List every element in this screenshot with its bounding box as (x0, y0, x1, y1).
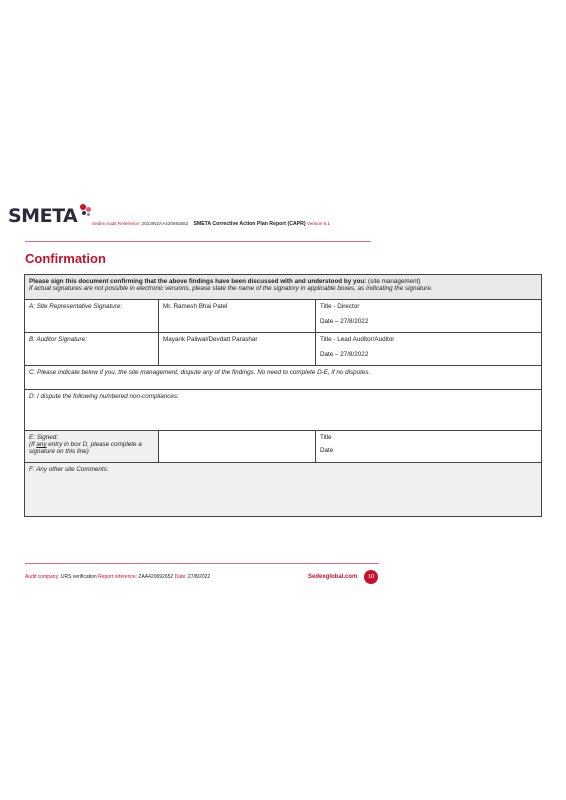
audit-ref-value: 2023INZAA420692652 (141, 221, 189, 226)
signed-value (159, 431, 316, 463)
other-comments: F: Any other site Comments: (25, 463, 542, 517)
footer-divider (25, 563, 379, 564)
audit-company-label: Audit company: (25, 574, 60, 580)
page-number-badge: 10 (364, 570, 378, 584)
row-e (25, 431, 542, 463)
auditor-title: Title - Lead Auditor/Auditor (320, 336, 395, 343)
report-title: SMETA Corrective Action Plan Report (CAPR) (193, 221, 306, 227)
site-rep-name: Mr. Ramesh Bhai Patel (159, 300, 316, 333)
signed-note-post: entry in box D, please complete a signature on this line) (29, 441, 142, 455)
page-header (92, 221, 330, 227)
signed-note-pre: (If (29, 441, 37, 448)
auditor-title-date (316, 333, 542, 366)
page-footer (25, 574, 210, 580)
page-title: Confirmation (25, 251, 106, 266)
signed-date: Date (320, 447, 334, 454)
site-rep-title-date (316, 300, 542, 333)
signed-label (25, 431, 159, 463)
audit-ref-label: Sedex Audit Reference: (92, 221, 141, 226)
auditor-date: Date – 27/8/2022 (320, 351, 369, 358)
logo-dots-icon (78, 204, 92, 220)
footer-date-label: Date: (174, 574, 187, 580)
header-divider (25, 241, 371, 242)
row-a (25, 300, 542, 333)
site-rep-title: Title - Director (320, 303, 360, 310)
intro-site-management: (site management) (366, 278, 421, 285)
row-b (25, 333, 542, 366)
signed-note-underlined: any (36, 441, 47, 448)
signed-label-text: E: Signed: (29, 434, 59, 441)
dispute-instruction: C: Please indicate below if you, the site management, dispute any of the findings. No need to complete D-E, if no disputes. (25, 366, 542, 390)
report-ref-label: Report reference: (98, 574, 138, 580)
site-rep-date: Date – 27/8/2022 (320, 318, 369, 325)
smeta-logo (8, 205, 92, 227)
intro-bold-text: Please sign this document confirming that the above findings have been discussed with and understood by you: (29, 278, 367, 285)
intro-row (25, 275, 542, 300)
audit-company-value: URS verification (60, 574, 97, 580)
dispute-noncompliances: D: I dispute the following numbered non-compliances: (25, 390, 542, 431)
footer-date-value: 27/8/2022 (187, 574, 211, 580)
site-rep-label: A: Site Representative Signature: (25, 300, 159, 333)
signed-title-date (316, 431, 542, 463)
confirmation-table (24, 274, 542, 517)
report-ref-value: ZAA420692652 (138, 574, 174, 580)
auditor-label: B: Auditor Signature: (25, 333, 159, 366)
signed-title: Title (320, 434, 332, 441)
version-label: Version 6.1 (306, 221, 330, 226)
logo-text: SMETA (8, 205, 78, 227)
row-f (25, 463, 542, 517)
row-c (25, 366, 542, 390)
auditor-name: Mayank Paliwal/Devdatt Parashar (159, 333, 316, 366)
sedex-site-link[interactable]: Sedexglobal.com (308, 574, 358, 580)
row-d (25, 390, 542, 431)
intro-italic-text: If actual signatures are not possible in electronic versions, please state the name of the signatory in applicable boxes, as indicating the signature. (29, 285, 433, 292)
